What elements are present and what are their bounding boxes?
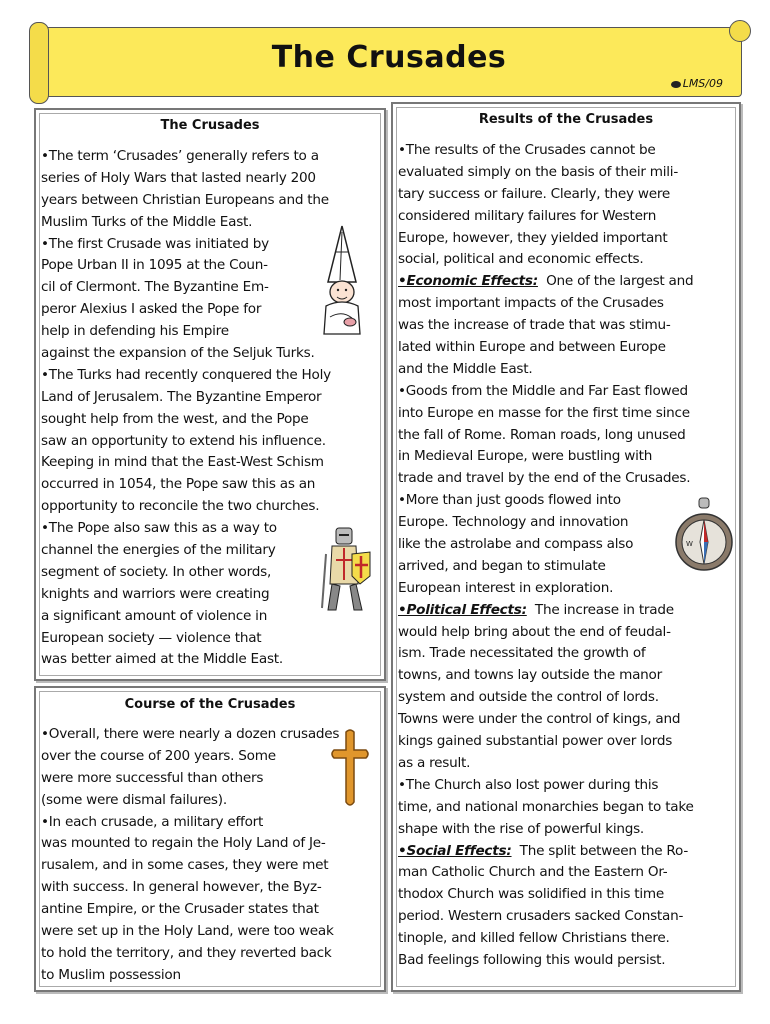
text-line [398, 534, 694, 556]
line-text: •More than just goods flowed into [398, 492, 621, 509]
text-line: •Overall, there were nearly a dozen crusades [41, 726, 340, 742]
section-results-of-crusades [391, 102, 741, 992]
line-text: •Goods from the Middle and Far East flowed [398, 382, 688, 399]
line-text: social, political and economic effects. [398, 251, 644, 268]
line-text: ism. Trade necessitated the growth of [398, 645, 646, 662]
text-line [398, 578, 694, 600]
text-line [398, 271, 694, 293]
line-text: considered military failures for Western [398, 207, 657, 224]
text-line: channel the energies of the military [41, 542, 276, 559]
line-text: the fall of Rome. Roman roads, long unused [398, 426, 686, 443]
section-body [41, 724, 339, 987]
scroll-curl-right [729, 20, 751, 42]
text-line: Land of Jerusalem. The Byzantine Emperor [41, 388, 322, 405]
text-line: was mounted to regain the Holy Land of Je- [41, 835, 326, 852]
credit-text: LMS/09 [682, 77, 723, 90]
text-line [398, 643, 694, 665]
text-line [398, 490, 694, 512]
line-text: kings gained substantial power over lords [398, 733, 673, 750]
line-text: European interest in exploration. [398, 579, 614, 596]
line-text: One of the largest and [537, 273, 694, 290]
text-line [398, 206, 694, 228]
text-line: peror Alexius I asked the Pope for [41, 301, 262, 318]
text-line: occurred in 1054, the Pope saw this as an [41, 476, 316, 493]
text-line [398, 512, 694, 534]
text-line: •The Turks had recently conquered the Holy [41, 366, 331, 383]
text-line: were set up in the Holy Land, were too weak [41, 923, 334, 940]
text-line [398, 381, 694, 403]
section-title: Results of the Crusades [478, 112, 654, 127]
text-line [398, 425, 694, 447]
text-line: to hold the territory, and they reverted back [41, 944, 332, 961]
text-line [398, 928, 694, 950]
text-line [398, 687, 694, 709]
text-line [398, 775, 694, 797]
text-line: •The first Crusade was initiated by [41, 235, 269, 252]
text-line: were more successful than others [41, 769, 264, 786]
line-text: arrived, and began to stimulate [398, 557, 606, 574]
text-line: European society — violence that [41, 629, 262, 646]
text-line [398, 884, 694, 906]
line-text: tary success or failure. Clearly, they were [398, 185, 670, 202]
text-line [398, 753, 694, 775]
text-line [398, 841, 694, 863]
line-text: and the Middle East. [398, 360, 533, 377]
text-line [398, 403, 694, 425]
line-text: The split between the Ro- [511, 842, 688, 859]
text-line: years between Christian Europeans and the [41, 191, 329, 208]
credit-logo-icon [671, 81, 681, 88]
line-text: The increase in trade [526, 601, 674, 618]
text-line: against the expansion of the Seljuk Turks. [41, 345, 315, 362]
cross-icon [330, 728, 370, 810]
line-text: most important impacts of the Crusades [398, 295, 664, 312]
section-the-crusades [34, 108, 386, 681]
text-line: saw an opportunity to extend his influence. [41, 432, 326, 449]
line-text: shape with the rise of powerful kings. [398, 820, 645, 837]
text-line [398, 315, 694, 337]
line-text: Europe, however, they yielded important [398, 229, 668, 246]
text-line: with success. In general however, the Byz- [41, 879, 322, 896]
line-text: •The results of the Crusades cannot be [398, 142, 656, 158]
text-line: help in defending his Empire [41, 323, 229, 340]
text-line: cil of Clermont. The Byzantine Em- [41, 279, 269, 296]
section-title: Course of the Crusades [124, 697, 296, 712]
text-line: a significant amount of violence in [41, 607, 268, 624]
compass-icon [673, 496, 735, 586]
text-line: Keeping in mind that the East-West Schism [41, 454, 324, 471]
text-line [398, 337, 694, 359]
text-line: to Muslim possession [41, 966, 181, 983]
line-text: man Catholic Church and the Eastern Or- [398, 864, 668, 881]
line-text: period. Western crusaders sacked Constan- [398, 908, 684, 925]
text-line [398, 228, 694, 250]
title-banner [36, 27, 742, 97]
text-line [398, 249, 694, 271]
svg-text:W: W [686, 540, 693, 548]
text-line: •In each crusade, a military effort [41, 813, 264, 830]
line-text: •The Church also lost power during this [398, 776, 659, 793]
text-line [398, 162, 694, 184]
line-text: like the astrolabe and compass also [398, 536, 634, 553]
text-line [398, 468, 694, 490]
text-line [398, 665, 694, 687]
text-line [398, 906, 694, 928]
text-line: Muslim Turks of the Middle East. [41, 213, 253, 230]
text-line: sought help from the west, and the Pope [41, 410, 309, 427]
line-text: thodox Church was solidified in this time [398, 886, 664, 903]
text-line: Pope Urban II in 1095 at the Coun- [41, 257, 268, 274]
line-text: system and outside the control of lords. [398, 689, 659, 706]
section-title: The Crusades [160, 118, 260, 133]
text-line [398, 140, 694, 162]
credit-label [671, 77, 723, 90]
text-line [398, 819, 694, 841]
line-text: as a result. [398, 754, 471, 771]
subheading: •Social Effects: [398, 842, 512, 859]
text-line: segment of society. In other words, [41, 563, 272, 580]
line-text: trade and travel by the end of the Crusades. [398, 470, 691, 487]
line-text: in Medieval Europe, were bustling with [398, 448, 653, 465]
text-line [398, 600, 694, 622]
knight-icon [320, 524, 374, 616]
text-line: over the course of 200 years. Some [41, 747, 276, 764]
line-text: would help bring about the end of feudal- [398, 623, 671, 640]
section-body [398, 140, 694, 972]
text-line [398, 709, 694, 731]
text-line: •The term ‘Crusades’ generally refers to a [41, 148, 319, 164]
line-text: Towns were under the control of kings, and [398, 711, 681, 728]
line-text: lated within Europe and between Europe [398, 339, 666, 356]
line-text: tinople, and killed fellow Christians there. [398, 930, 670, 947]
text-line: •The Pope also saw this as a way to [41, 520, 277, 537]
text-line [398, 622, 694, 644]
text-line [398, 184, 694, 206]
text-line: opportunity to reconcile the two churches. [41, 498, 320, 515]
subheading: •Political Effects: [398, 601, 527, 618]
text-line [398, 862, 694, 884]
line-text: was the increase of trade that was stimu- [398, 317, 671, 334]
text-line [398, 556, 694, 578]
subheading: •Economic Effects: [398, 273, 538, 290]
pope-icon [314, 222, 364, 340]
text-line [398, 797, 694, 819]
page-title: The Crusades [271, 40, 507, 75]
text-line: rusalem, and in some cases, they were met [41, 857, 329, 874]
section-body [41, 146, 331, 671]
text-line: knights and warriors were creating [41, 585, 270, 602]
text-line [398, 731, 694, 753]
text-line [398, 359, 694, 381]
text-line [398, 950, 694, 972]
section-course-of-crusades [34, 686, 386, 992]
line-text: Bad feelings following this would persist. [398, 951, 666, 968]
text-line [398, 293, 694, 315]
text-line: (some were dismal failures). [41, 791, 227, 808]
line-text: evaluated simply on the basis of their mili- [398, 163, 678, 180]
line-text: towns, and towns lay outside the manor [398, 667, 662, 684]
line-text: Europe. Technology and innovation [398, 514, 629, 531]
text-line: series of Holy Wars that lasted nearly 200 [41, 169, 316, 186]
text-line: was better aimed at the Middle East. [41, 651, 283, 668]
text-line [398, 446, 694, 468]
line-text: into Europe en masse for the first time since [398, 404, 690, 421]
text-line: antine Empire, or the Crusader states that [41, 901, 319, 918]
line-text: time, and national monarchies began to take [398, 798, 694, 815]
